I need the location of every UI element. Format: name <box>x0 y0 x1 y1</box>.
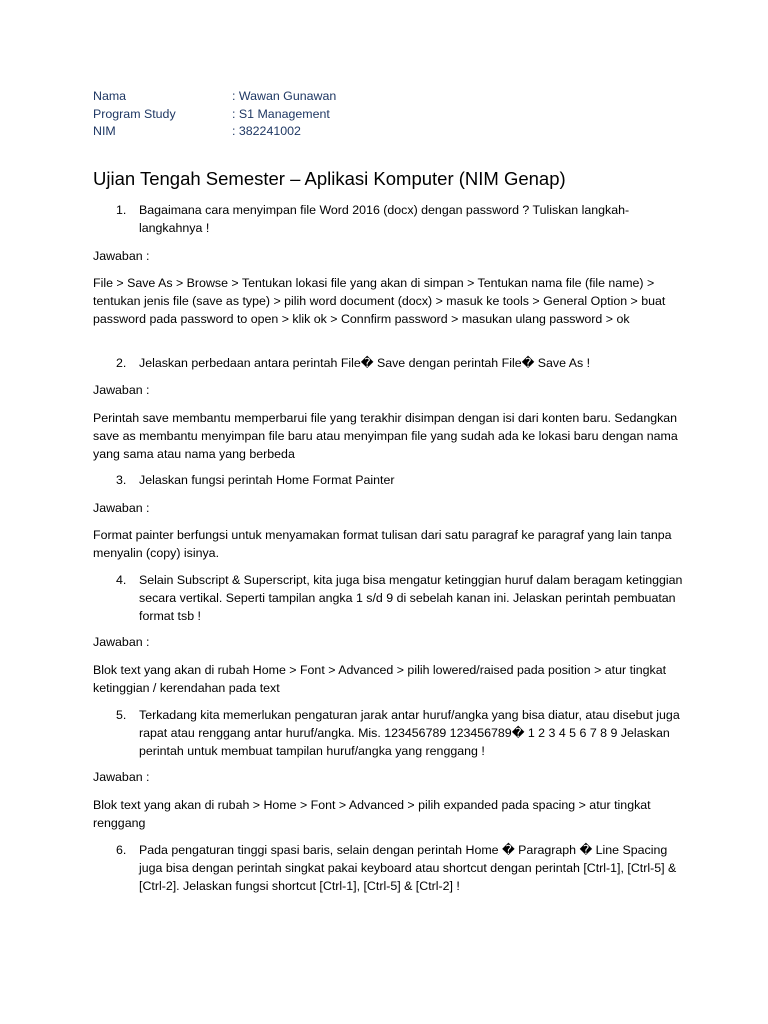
answer-label-3: Jawaban : <box>93 501 150 515</box>
answer-4: Blok text yang akan di rubah Home > Font > Advanced > pilih lowered/raised pada position > atur tingkat ketinggian / kerendahan pada text <box>93 663 667 695</box>
question-4 <box>116 571 686 625</box>
question-number: 2. <box>116 356 127 370</box>
nim-value: : 382241002 <box>232 124 301 138</box>
info-row-program <box>93 105 336 123</box>
program-value: : S1 Management <box>232 106 330 121</box>
answer-label-4: Jawaban : <box>93 635 150 649</box>
question-text: Jelaskan perbedaan antara perintah File� Save dengan perintah File� Save As ! <box>139 356 591 370</box>
answer-5: Blok text yang akan di rubah > Home > Font > Advanced > pilih expanded pada spacing > atur tingkat renggang <box>93 798 651 830</box>
question-number: 6. <box>116 843 127 857</box>
info-row-name <box>93 87 336 105</box>
question-text: Selain Subscript & Superscript, kita juga bisa mengatur ketinggian huruf dalam beragam ketinggian secara vertikal. Seperti tampilan angka 1 s/d 9 di sebelah kanan ini. Jelaskan perintah pembuatan format tsb ! <box>139 573 683 623</box>
name-label: Nama <box>93 89 127 103</box>
question-number: 4. <box>116 573 127 587</box>
program-label: Program Study <box>93 106 176 121</box>
question-text: Jelaskan fungsi perintah Home Format Painter <box>139 473 395 487</box>
question-6 <box>116 841 686 895</box>
name-value: : Wawan Gunawan <box>232 89 337 103</box>
question-text: Terkadang kita memerlukan pengaturan jarak antar huruf/angka yang bisa diatur, atau disebut juga rapat atau renggang antar huruf/angka. Mis. 123456789 123456789� 1 2 3 4 5 6 7 8 9 Jelaskan perintah untuk membuat tampilan huruf/angka yang renggang ! <box>139 708 680 758</box>
question-number: 3. <box>116 473 127 487</box>
answer-label-5: Jawaban : <box>93 770 150 784</box>
answer-label-2: Jawaban : <box>93 383 150 397</box>
page-title: Ujian Tengah Semester – Aplikasi Komputer (NIM Genap) <box>93 168 566 189</box>
info-row-nim <box>93 122 336 140</box>
answer-label-1: Jawaban : <box>93 249 150 263</box>
question-number: 1. <box>116 203 127 217</box>
question-3 <box>116 471 686 489</box>
question-text: Pada pengaturan tinggi spasi baris, selain dengan perintah Home � Paragraph � Line Spacing juga bisa dengan perintah singkat pakai keyboard atau shortcut dengan perintah [Ctrl-1], [Ctrl-5] & [Ctrl-2]. Jelaskan fungsi shortcut [Ctrl-1], [Ctrl-5] & [Ctrl-2] ! <box>139 843 677 893</box>
question-1 <box>116 201 686 237</box>
question-2 <box>116 354 686 372</box>
answer-2: Perintah save membantu memperbarui file yang terakhir disimpan dengan isi dari konten baru. Sedangkan save as membantu menyimpan file baru atau menyimpan file yang sudah ada ke lokasi baru dengan nama yang sama atau nama yang berbeda <box>93 411 678 461</box>
nim-label: NIM <box>93 124 116 138</box>
question-text: Bagaimana cara menyimpan file Word 2016 (docx) dengan password ? Tuliskan langkah-langkahnya ! <box>139 203 630 235</box>
question-number: 5. <box>116 708 127 722</box>
question-5 <box>116 706 686 760</box>
student-info <box>93 87 336 140</box>
answer-3: Format painter berfungsi untuk menyamakan format tulisan dari satu paragraf ke paragraf yang lain tanpa menyalin (copy) isinya. <box>93 528 672 560</box>
answer-1: File > Save As > Browse > Tentukan lokasi file yang akan di simpan > Tentukan nama file (file name) > tentukan jenis file (save as type) > pilih word document (docx) > masuk ke tools > General Option > buat password pada password to open > klik ok > Connfirm password > masukan ulang password > ok <box>93 276 666 326</box>
